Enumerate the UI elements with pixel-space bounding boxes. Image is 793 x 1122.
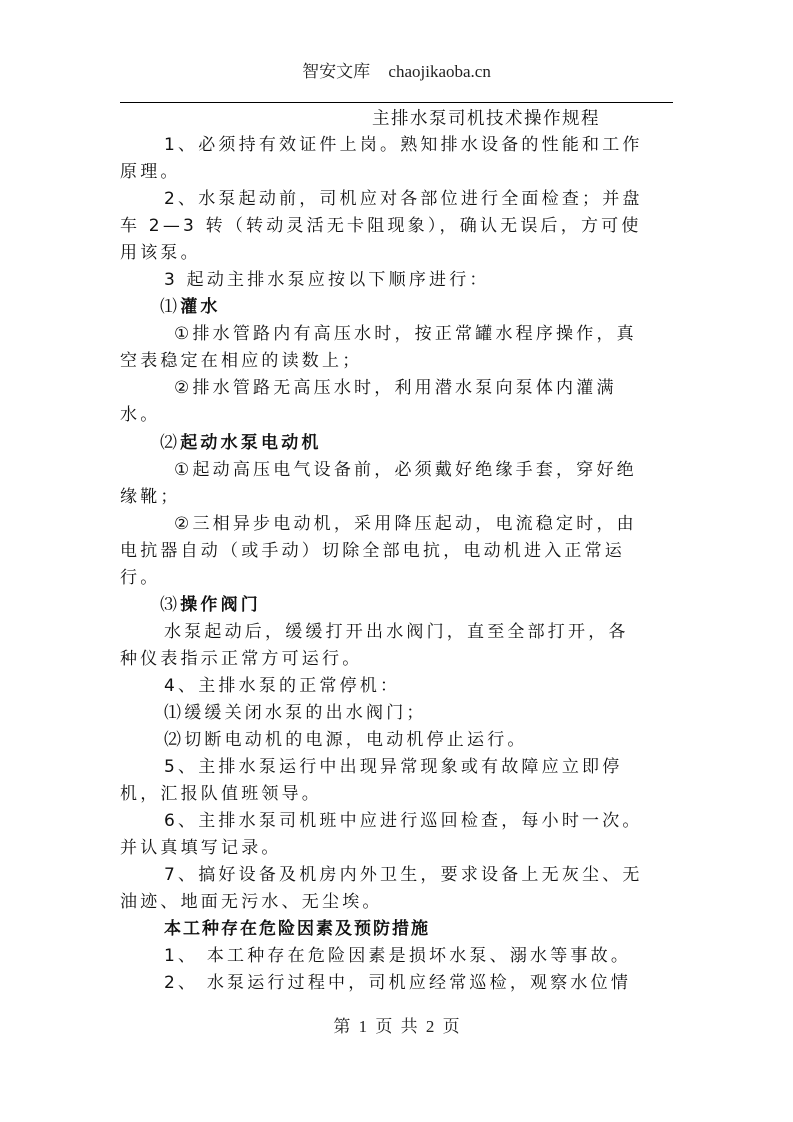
list-marker: ⑴ bbox=[160, 297, 181, 318]
paragraph-line bbox=[120, 592, 673, 619]
list-marker: ⑶ bbox=[160, 594, 181, 615]
document-body bbox=[120, 106, 673, 998]
section-heading: 本工种存在危险因素及预防措施 bbox=[164, 919, 430, 940]
paragraph-line: ①起动高压电气设备前，必须戴好绝缘手套，穿好绝 bbox=[174, 459, 637, 480]
paragraph-line: 3 起动主排水泵应按以下顺序进行： bbox=[164, 270, 490, 291]
paragraph-line: 电抗器自动（或手动）切除全部电抗，电动机进入正常运 bbox=[120, 540, 625, 561]
paragraph-line: 用该泵。 bbox=[120, 243, 201, 264]
paragraph-line bbox=[120, 294, 673, 321]
site-name: 智安文库 bbox=[302, 62, 371, 81]
paragraph-line: 车 2—3 转（转动灵活无卡阻现象），确认无误后，方可使 bbox=[120, 216, 642, 237]
paragraph-line: 机，汇报队值班领导。 bbox=[120, 784, 322, 805]
paragraph-line bbox=[120, 430, 673, 457]
paragraph-line: 1、必须持有效证件上岗。熟知排水设备的性能和工作 bbox=[164, 135, 643, 155]
paragraph-line: 2、 水泵运行过程中，司机应经常巡检，观察水位情 bbox=[164, 973, 632, 994]
paragraph-line: 缘靴； bbox=[120, 486, 181, 507]
paragraph-line: 水。 bbox=[120, 405, 161, 426]
paragraph-line: 种仪表指示正常方可运行。 bbox=[120, 648, 363, 669]
page-header bbox=[0, 57, 793, 82]
paragraph-line: 7、搞好设备及机房内外卫生，要求设备上无灰尘、无 bbox=[164, 865, 643, 886]
paragraph-line: 行。 bbox=[120, 567, 161, 588]
paragraph-line: 空表稳定在相应的读数上； bbox=[120, 351, 363, 372]
subheading-text: 操作阀门 bbox=[180, 594, 262, 615]
list-marker: ⑵ bbox=[160, 432, 181, 453]
paragraph-line: 原理。 bbox=[120, 162, 181, 183]
page-footer: 第 1 页 共 2 页 bbox=[333, 1017, 460, 1036]
paragraph-line: 并认真填写记录。 bbox=[120, 838, 282, 859]
site-url: chaojikaoba.cn bbox=[388, 62, 491, 81]
paragraph-line: 6、主排水泵司机班中应进行巡回检查，每小时一次。 bbox=[164, 811, 643, 832]
paragraph-line: ②排水管路无高压水时，利用潜水泵向泵体内灌满 bbox=[174, 378, 617, 399]
paragraph-line: 水泵起动后，缓缓打开出水阀门，直至全部打开，各 bbox=[164, 621, 629, 642]
paragraph-line: ②三相异步电动机，采用降压起动，电流稳定时，由 bbox=[174, 513, 637, 534]
paragraph-line: ⑵切断电动机的电源，电动机停止运行。 bbox=[164, 730, 528, 751]
paragraph-line: ①排水管路内有高压水时，按正常罐水程序操作，真 bbox=[174, 324, 637, 345]
paragraph-line: ⑴缓缓关闭水泵的出水阀门； bbox=[164, 702, 427, 723]
paragraph-line: 2、水泵起动前，司机应对各部位进行全面检查；并盘 bbox=[164, 189, 643, 210]
paragraph-line: 4、主排水泵的正常停机： bbox=[164, 675, 401, 696]
document-lines bbox=[120, 132, 673, 998]
paragraph-line: 油迹、地面无污水、无尘埃。 bbox=[120, 892, 383, 913]
paragraph-line: 1、 本工种存在危险因素是损坏水泵、溺水等事故。 bbox=[164, 946, 632, 967]
header-divider bbox=[120, 102, 673, 103]
subheading-text: 灌水 bbox=[180, 297, 221, 318]
document-title: 主排水泵司机技术操作规程 bbox=[372, 109, 600, 129]
paragraph-line: 5、主排水泵运行中出现异常现象或有故障应立即停 bbox=[164, 757, 623, 778]
subheading-text: 起动水泵电动机 bbox=[180, 432, 322, 453]
